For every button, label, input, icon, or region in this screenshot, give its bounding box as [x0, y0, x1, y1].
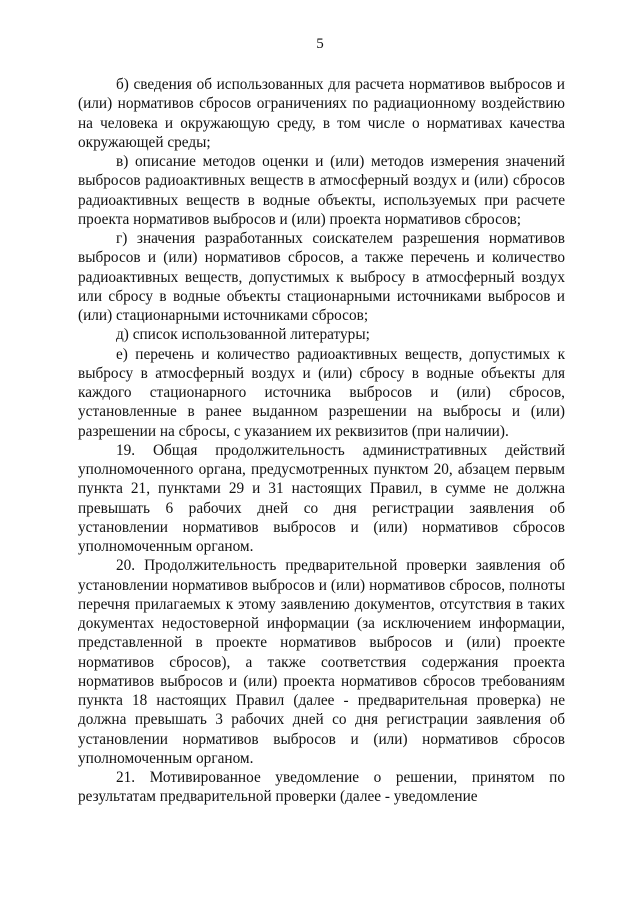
paragraph-v: в) описание методов оценки и (или) методов измерения значений выбросов радиоактивных веществ в атмосферный воздух и (или) сбросов радиоактивных веществ в водные объекты, используемых при расчете проекта нормативов выбросов и (или) проекта нормативов сбросов; [78, 153, 565, 228]
paragraph-e: е) перечень и количество радиоактивных веществ, допустимых к выбросу в атмосферный воздух и (или) сбросу в водные объекты для каждого стационарного источника выбросов и (или) сбросов, установленные в ранее выданном разрешении на выбросы и (или) разрешении на сбросы, с указанием их реквизитов (при наличии). [78, 345, 565, 440]
paragraph-b: б) сведения об использованных для расчета нормативов выбросов и (или) нормативов сбросов ограничениях по радиационному воздействию на человека и окружающую среду, в том числе о нормативах качества окружающей среды; [78, 76, 565, 151]
paragraph-21: 21. Мотивированное уведомление о решении, принятом по результатам предварительной проверки (далее - уведомление [78, 769, 565, 806]
paragraph-20: 20. Продолжительность предварительной проверки заявления об установлении нормативов выбросов и (или) нормативов сбросов, полноты перечня прилагаемых к этому заявлению документов, отсутствия в таких документах недостоверной информации (за исключением информации, представленной в проекте нормативов выбросов и (или) проекте нормативов сбросов), а также соответствия содержания проекта нормативов выбросов и (или) проекта нормативов сбросов требованиям пункта 18 настоящих Правил (далее - предварительная проверка) не должна превышать 3 рабочих дней со дня регистрации заявления об установлении нормативов выбросов и (или) нормативов сбросов уполномоченным органом. [78, 557, 565, 767]
page-number: 5 [316, 36, 324, 52]
paragraph-g: г) значения разработанных соискателем разрешения нормативов выбросов и (или) нормативов сбросов, а также перечень и количество радиоактивных веществ, допустимых к выбросу в атмосферный воздух или сбросу в водные объекты стационарными источниками выбросов и (или) стационарными источниками сбросов; [78, 230, 565, 324]
document-body [78, 75, 565, 807]
paragraph-19: 19. Общая продолжительность административных действий уполномоченного органа, предусмотренных пунктом 20, абзацем первым пункта 21, пунктами 29 и 31 настоящих Правил, в сумме не должна превышать 6 рабочих дней со дня регистрации заявления об установлении нормативов выбросов и (или) нормативов сбросов уполномоченным органом. [78, 441, 565, 555]
paragraph-d: д) список использованной литературы; [116, 326, 370, 344]
